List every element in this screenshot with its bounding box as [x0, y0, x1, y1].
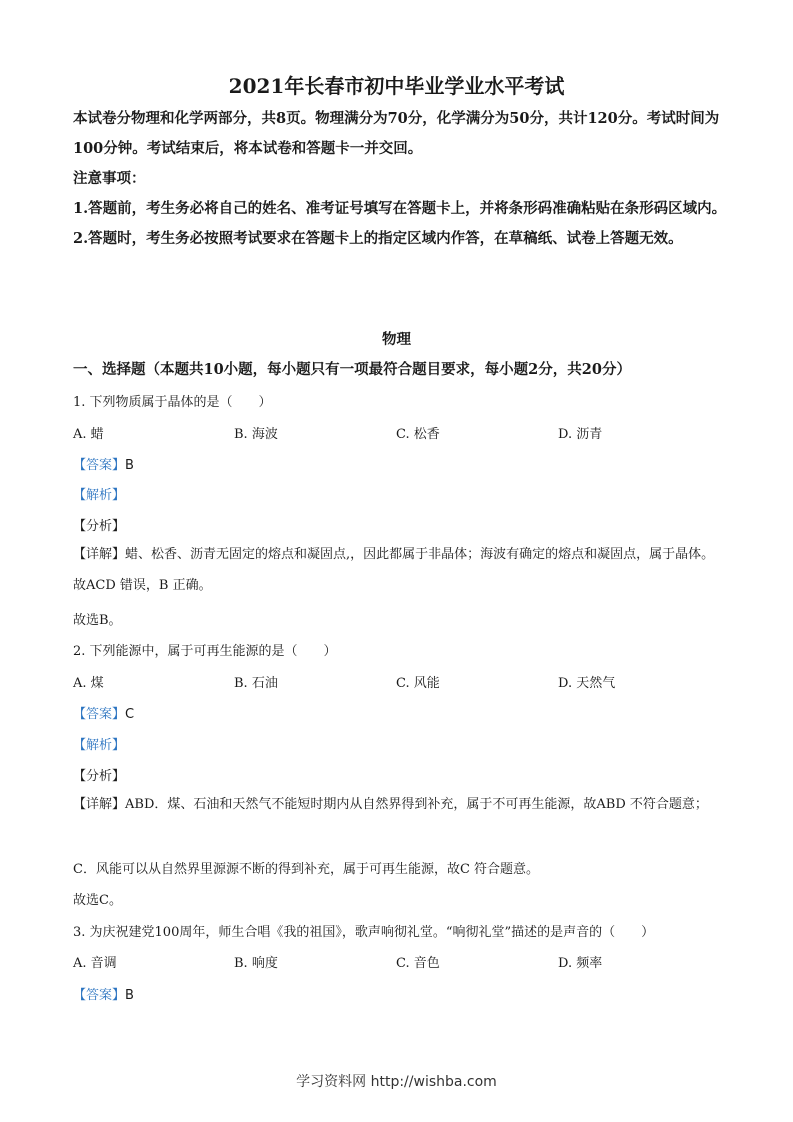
exam-title: 2021年长春市初中毕业学业水平考试: [228, 74, 565, 98]
q1-conclusion: 故选B。: [73, 613, 122, 628]
section-title: 物理: [382, 331, 411, 348]
answer-value: C: [125, 707, 135, 722]
answer-label: 【答案】: [73, 458, 126, 473]
notice-item-2: 2.答题时，考生务必按照考试要求在答题卡上的指定区域内作答，在草稿纸、试卷上答题无效。: [73, 230, 683, 247]
q2-option-a: A. 煤: [73, 676, 104, 691]
q3-answer: [73, 984, 723, 1003]
q2-detail: [73, 789, 723, 820]
question-1-stem: 1. 下列物质属于晶体的是（ ）: [73, 395, 272, 410]
notice-item-1: 1.答题前，考生务必将自己的姓名、准考证号填写在答题卡上，并将条形码准确粘贴在条形码区域内。: [73, 200, 727, 217]
q1-answer: [73, 454, 723, 473]
answer-value: B: [125, 988, 134, 1003]
answer-label: 【答案】: [73, 988, 126, 1003]
q1-option-a: A. 蜡: [73, 427, 104, 442]
q1-detail: [73, 539, 723, 601]
q1-option-b: B. 海波: [234, 427, 278, 442]
q2-answer: [73, 703, 723, 722]
q1-option-d: D. 沥青: [558, 427, 603, 442]
exam-intro: [73, 104, 733, 254]
intro-paragraph: 本试卷分物理和化学两部分，共8页。物理满分为70分，化学满分为50分，共计120分。考试时间为100分钟。考试结束后，将本试卷和答题卡一并交回。: [73, 110, 720, 157]
answer-label: 【答案】: [73, 707, 126, 722]
notice-heading: 注意事项：: [73, 170, 146, 187]
question-3-stem: 3. 为庆祝建党100周年，师生合唱《我的祖国》，歌声响彻礼堂。“响彻礼堂”描述的是声音的（ ）: [73, 925, 655, 940]
q3-option-a: A. 音调: [73, 956, 117, 971]
detail-text: ABD．煤、石油和天然气不能短时期内从自然界得到补充，属于不可再生能源，故ABD 不符合题意；: [125, 797, 708, 812]
q2-fenxi-label: 【分析】: [73, 769, 126, 784]
detail-text: 蜡、松香、沥青无固定的熔点和凝固点,，因此都属于非晶体；海波有确定的熔点和凝固点，属于晶体。故ACD 错误，B 正确。: [73, 547, 715, 593]
detail-label: 【详解】: [73, 797, 126, 812]
q2-conclusion: 故选C。: [73, 893, 122, 908]
detail-label: 【详解】: [73, 547, 126, 562]
q2-option-b: B. 石油: [234, 676, 278, 691]
q3-option-c: C. 音色: [396, 956, 440, 971]
q2-option-c: C. 风能: [396, 676, 440, 691]
q1-analysis-label: 【解析】: [73, 488, 126, 503]
q1-option-c: C. 松香: [396, 427, 440, 442]
q3-option-d: D. 频率: [558, 956, 603, 971]
answer-value: B: [125, 458, 134, 473]
question-2-stem: 2. 下列能源中，属于可再生能源的是（ ）: [73, 644, 337, 659]
footer-watermark: 学习资料网 http://wishba.com: [296, 1074, 497, 1090]
q1-fenxi-label: 【分析】: [73, 519, 126, 534]
q3-option-b: B. 响度: [234, 956, 278, 971]
part-heading: 一、选择题（本题共10小题，每小题只有一项最符合题目要求，每小题2分，共20分）: [73, 361, 631, 378]
q2-analysis-label: 【解析】: [73, 738, 126, 753]
q2-option-d: D. 天然气: [558, 676, 616, 691]
q2-detail-2: C．风能可以从自然界里源源不断的得到补充，属于可再生能源，故C 符合题意。: [73, 862, 540, 877]
